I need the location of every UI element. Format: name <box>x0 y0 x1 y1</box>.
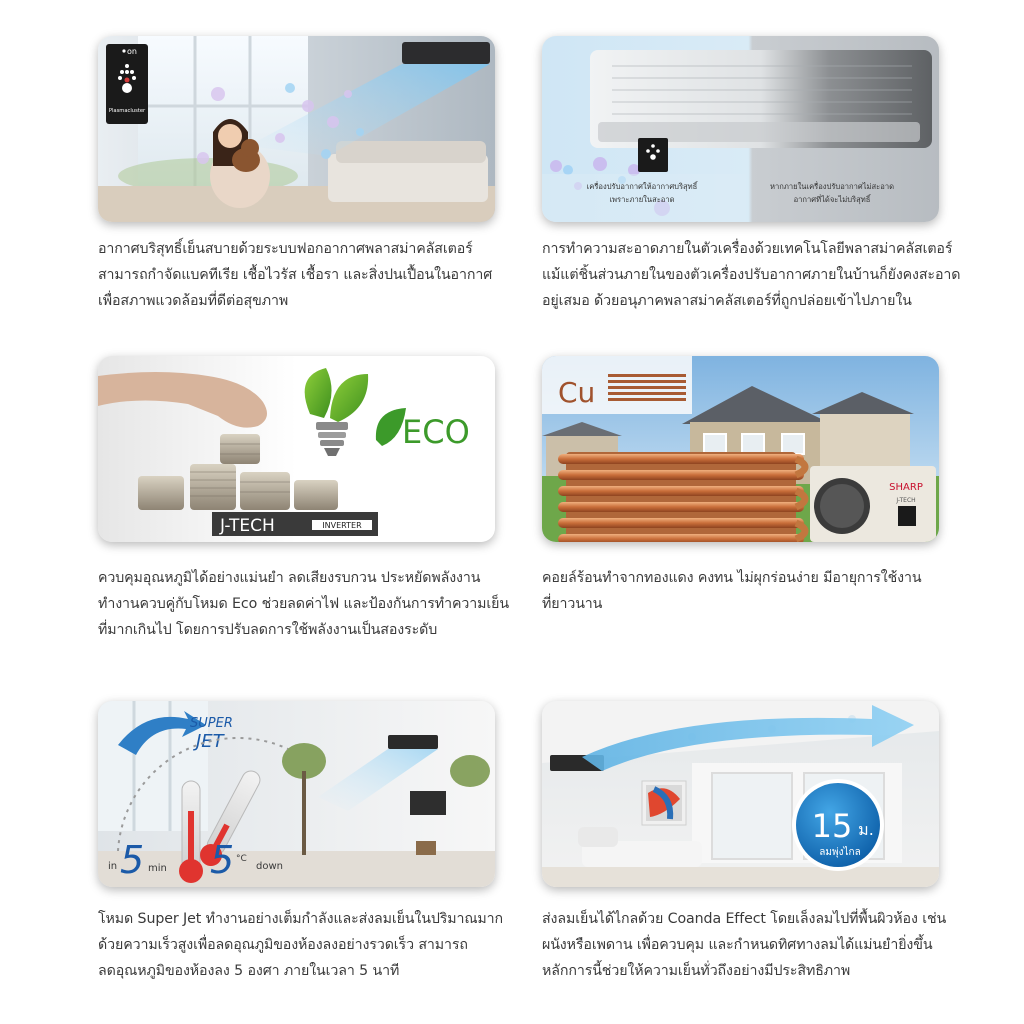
badge-text: Plasmacluster <box>108 108 146 114</box>
super-text: SUPER <box>190 716 233 731</box>
caption-line: ด้วยความเร็วสูงเพื่อลดอุณภูมิของห้องลงอย่างรวดเร็ว สามารถ <box>98 937 468 953</box>
plasmacluster-image <box>98 36 495 222</box>
minutes-number: 5 <box>120 838 145 882</box>
plasmacluster-scene <box>98 36 495 222</box>
copper-caption <box>542 565 921 617</box>
inverter-text: INVERTER <box>322 521 362 530</box>
wall-art <box>646 785 682 821</box>
caption-line: ทำงานควบคู่กับโหมด Eco ช่วยลดค่าไฟ และป้องกันการทำความเย็น <box>98 596 509 612</box>
distance-label: ลมพุ่งไกล <box>819 847 861 858</box>
caption-line: อยู่เสมอ ด้วยอนุภาคพลาสม่าคลัสเตอร์ที่ถูกปล่อยเข้าไปภายใน <box>542 293 912 309</box>
inverter-scene <box>98 356 495 542</box>
caption-line: การทำความสะอาดภายในตัวเครื่องด้วยเทคโนโลยีพลาสม่าคลัสเตอร์ <box>542 241 953 257</box>
caption-line: ผนังหรือเพดาน เพื่อควบคุม และกำหนดทิศทางลมได้แม่นยำยิ่งขึ้น <box>542 937 933 953</box>
degrees-number: 5 <box>210 838 235 882</box>
unit-brand: SHARP <box>889 482 923 493</box>
caption-line: ลดอุณหภูมิของห้องลง 5 องศา ภายในเวลา 5 นาที <box>98 963 400 979</box>
caption-line: ควบคุมอุณหภูมิได้อย่างแม่นยำ ลดเสียงรบกวน ประหยัดพลังงาน <box>98 570 481 586</box>
dirty-label-2: อากาศที่ได้จะไม่บริสุทธิ์ <box>793 195 871 204</box>
distance-unit: ม. <box>858 820 874 839</box>
copper-scene <box>542 356 939 542</box>
caption-line: สามารถกำจัดแบคทีเรีย เชื้อไวรัส เชื้อรา และสิ่งปนเปื้อนในอากาศ <box>98 267 493 283</box>
copper-image <box>542 356 939 542</box>
down-text: down <box>256 861 283 872</box>
superjet-scene <box>98 701 495 887</box>
deg-text: °C <box>236 854 247 864</box>
min-text: min <box>148 863 167 874</box>
badge-top-text: on <box>127 47 137 56</box>
dirty-label-1: หากภายในเครื่องปรับอากาศไม่สะอาด <box>769 182 895 191</box>
caption-line: ที่ยาวนาน <box>542 596 603 612</box>
caption-line: ส่งลมเย็นได้ไกลด้วย Coanda Effect โดยเล็งลมไปที่พื้นผิวห้อง เช่น <box>542 911 947 927</box>
coanda-scene <box>542 701 939 887</box>
plasmacluster-caption <box>98 236 492 314</box>
distance-badge <box>792 779 884 871</box>
caption-line: อากาศบริสุทธิ์เย็นสบายด้วยระบบฟอกอากาศพลาสม่าคลัสเตอร์ <box>98 241 473 257</box>
unit-sub: J-TECH <box>896 497 916 504</box>
inverter-image <box>98 356 495 542</box>
caption-line: หลักการนี้ช่วยให้ความเย็นทั่วถึงอย่างมีประสิทธิภาพ <box>542 963 851 979</box>
self-clean-image <box>542 36 939 222</box>
in-text: in <box>108 861 118 872</box>
caption-line: แม้แต่ชิ้นส่วนภายในของตัวเครื่องปรับอากาศภายในบ้านก็ยังคงสะอาด <box>542 267 961 283</box>
caption-line: ที่มากเกินไป โดยการปรับลดการใช้พลังงานเป็นสองระดับ <box>98 622 438 638</box>
distance-number: 15 <box>811 807 853 845</box>
superjet-image <box>98 701 495 887</box>
cu-text: Cu <box>558 376 596 409</box>
clean-label-2: เพราะภายในสะอาด <box>609 195 675 204</box>
caption-line: เพื่อสภาพแวดล้อมที่ดีต่อสุขภาพ <box>98 293 289 309</box>
eco-text: ECO <box>402 413 470 451</box>
jet-text: JET <box>196 731 224 752</box>
clean-label-1: เครื่องปรับอากาศให้อากาศบริสุทธิ์ <box>586 182 698 191</box>
self-clean-scene <box>542 36 939 222</box>
caption-line: คอยล์ร้อนทำจากทองแดง คงทน ไม่ผุกร่อนง่าย มีอายุการใช้งาน <box>542 570 922 586</box>
jtech-text: J-TECH <box>220 516 275 536</box>
copper-coil-icon <box>558 452 805 542</box>
self-clean-caption <box>542 236 960 314</box>
coanda-image <box>542 701 939 887</box>
superjet-caption <box>98 906 503 984</box>
inverter-caption <box>98 565 509 643</box>
coanda-caption <box>542 906 946 984</box>
caption-line: โหมด Super Jet ทำงานอย่างเต็มกำลังและส่งลมเย็นในปริมาณมาก <box>98 911 504 927</box>
